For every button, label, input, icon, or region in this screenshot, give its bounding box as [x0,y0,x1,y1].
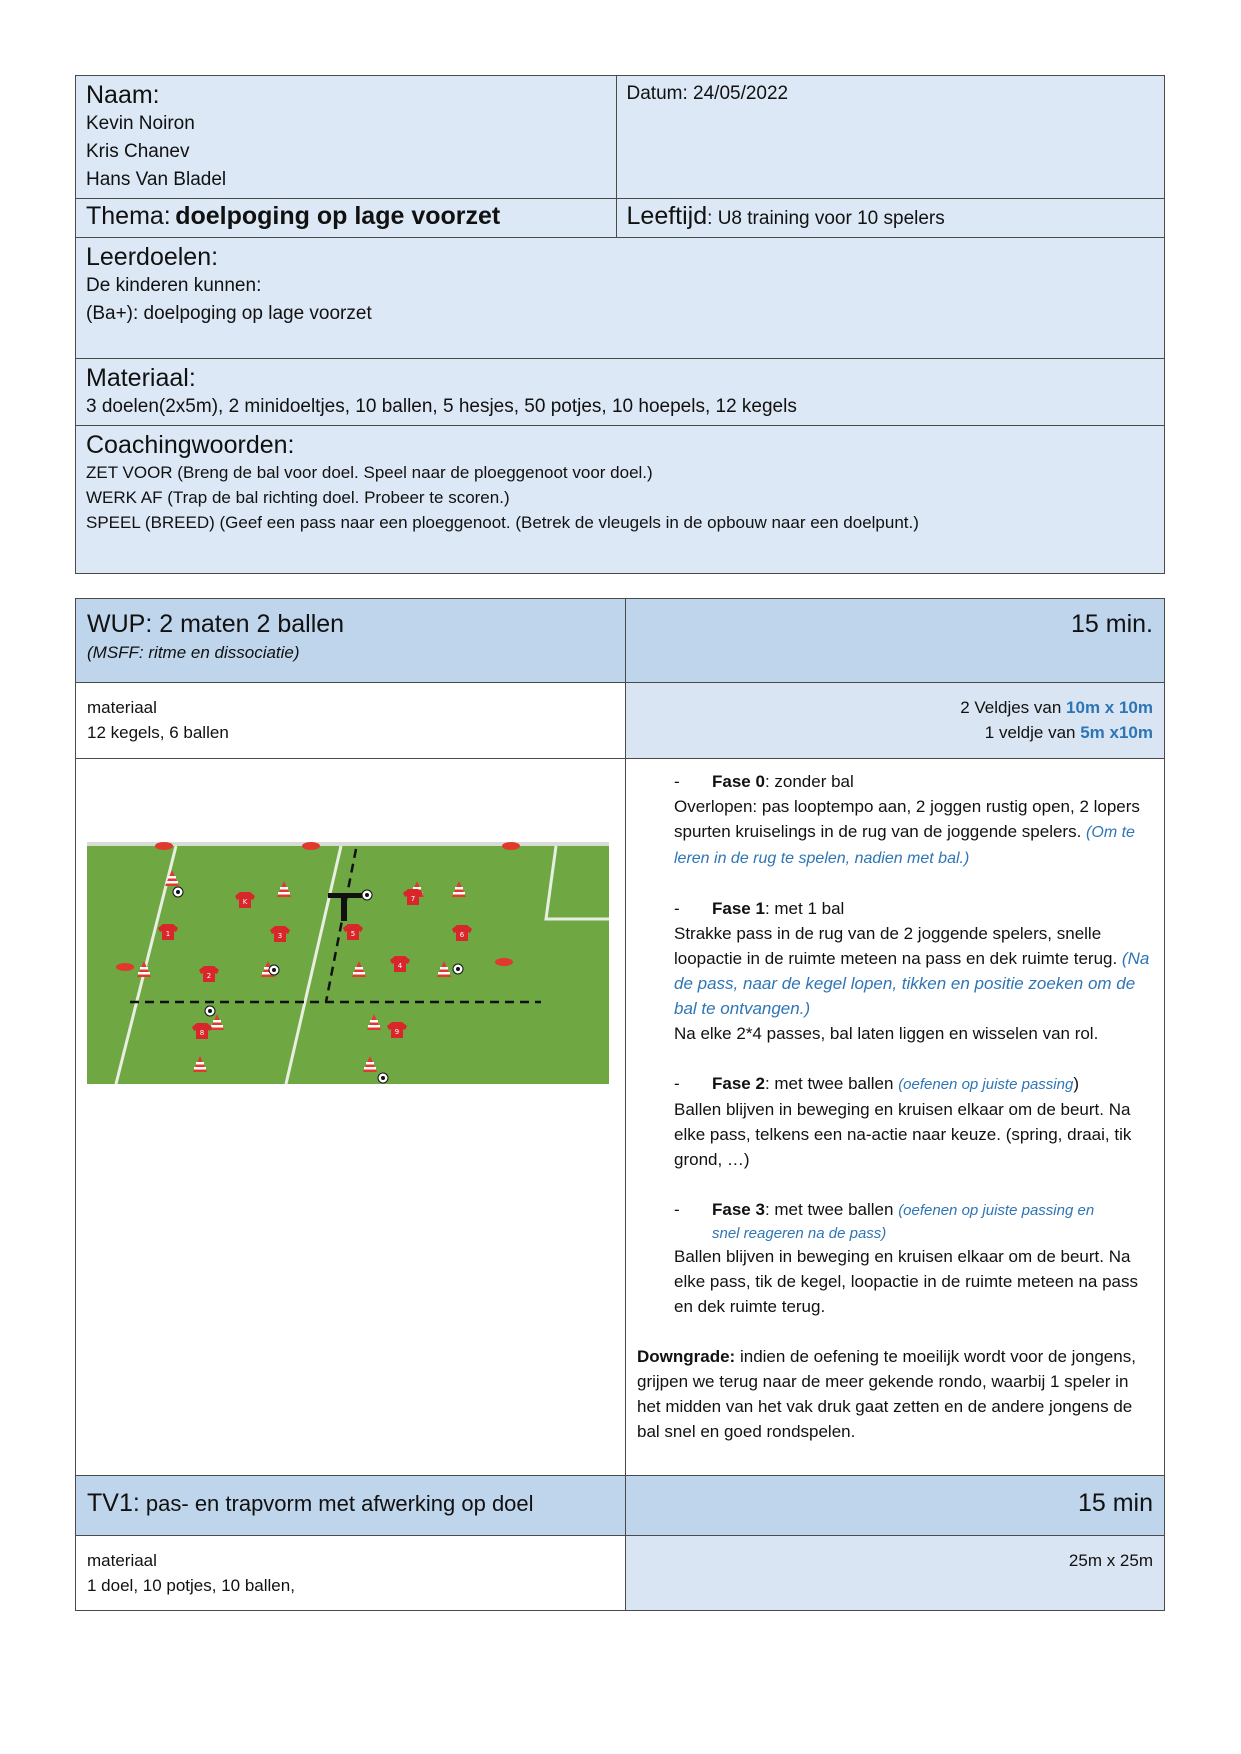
tv1-title-prefix: TV1: [87,1489,140,1517]
marker-disc-icon [302,842,320,850]
ball-icon [173,887,183,897]
ball-icon [362,890,372,900]
fase-0-body: Overlopen: pas looptempo aan, 2 joggen rustig open, 2 lopers spurten kruiselings in de rug van de joggende spelers. [674,797,1140,841]
svg-text:5: 5 [350,930,356,938]
fase-3-dash: - [674,1200,680,1219]
wup-subtitle: (MSFF: ritme en dissociatie) [87,643,300,662]
svg-text:3: 3 [277,932,283,940]
fase-2-note: (oefenen op juiste passing [898,1076,1074,1093]
fase-3-note-2: snel reageren na de pass) [712,1225,887,1242]
leeftijd-label: Leeftijd [626,202,708,230]
date-cell [616,76,1164,199]
lesson-header-table [75,75,1165,574]
name-3: Hans Van Bladel [86,169,227,190]
fase-1-note: (Na de pass, naar de kegel lopen, tikken en positie zoeken om de bal te ontvangen.) [674,949,1150,1018]
fase-1-label: Fase 1 [712,899,765,918]
ball-icon [205,1006,215,1016]
wup-materiaal-cell [76,683,626,759]
exercise-table [75,598,1165,1611]
svg-text:1: 1 [165,930,171,938]
ball-icon [453,964,463,974]
marker-disc-icon [155,842,173,850]
fase-3-text: Ballen blijven in beweging en kruisen elkaar om de beurt. Na elke pass, tik de kegel, loopactie in de ruimte meteen na pass en dek ruimte terug. [674,1247,1138,1316]
leeftijd-value: : U8 training voor 10 spelers [707,208,945,229]
thema-value: doelpoging op lage voorzet [175,202,501,230]
naam-label: Naam: [86,81,160,109]
wup-description-cell [626,759,1165,1476]
leerdoelen-label: Leerdoelen: [86,243,219,271]
fase-1-dash: - [674,899,680,918]
coaching-line-2: WERK AF (Trap de bal richting doel. Probeer te scoren.) [86,488,510,507]
fase-3-note-1: (oefenen op juiste passing en [898,1202,1095,1219]
fase-2-close: ) [1073,1074,1079,1093]
fase-2-label: Fase 2 [712,1074,765,1093]
materiaal-value: 3 doelen(2x5m), 2 minidoeltjes, 10 ballen, 5 hesjes, 50 potjes, 10 hoepels, 12 kegels [86,396,797,417]
field-1-size: 10m x 10m [1066,698,1153,717]
fase-0-note: (Om te leren in de rug te spelen, nadien met bal.) [674,824,1135,867]
svg-text:9: 9 [394,1028,400,1036]
fase-2-text: Ballen blijven in beweging en kruisen elkaar om de beurt. Na elke pass, telkens een na-actie naar keuze. (spring, draai, tik grond, …) [674,1100,1132,1169]
leerdoelen-line-1: De kinderen kunnen: [86,275,262,296]
wup-fields-cell [626,683,1165,759]
grass-field [87,842,609,1084]
coaching-line-3: SPEEL (BREED) (Geef een pass naar een ploeggenoot. (Betrek de vleugels in de opbouw naar een doelpunt.) [86,513,919,532]
coaching-line-1: ZET VOOR (Breng de bal voor doel. Speel naar de ploeggenoot voor doel.) [86,463,653,482]
tv1-duration: 15 min [1077,1489,1153,1517]
fase-0-label: Fase 0 [712,772,765,791]
tv1-materiaal-label: materiaal [87,1551,157,1570]
svg-text:7: 7 [410,895,416,903]
datum-text: Datum: 24/05/2022 [626,83,789,104]
fase-3-heading [674,1197,1153,1223]
ball-icon [269,965,279,975]
fase-0-dash: - [674,772,680,791]
leerdoelen-line-2: (Ba+): doelpoging op lage voorzet [86,303,372,324]
diagram-cell [76,759,626,1476]
tv1-title-cell [76,1476,626,1536]
marker-disc-icon [495,958,513,966]
leeftijd-cell [616,199,1164,238]
svg-text:K: K [242,898,248,906]
materiaal-label: Materiaal: [86,364,196,392]
fase-2-title: : met twee ballen [764,1074,899,1093]
svg-text:2: 2 [206,972,212,980]
wup-duration-cell [626,599,1165,683]
fase-0-block [637,769,1153,1319]
fase-0-text [674,794,1153,871]
coaching-label: Coachingwoorden: [86,431,295,459]
wup-duration: 15 min. [1071,610,1153,638]
marker-disc-icon [116,963,134,971]
exercise-field-diagram [76,759,625,1470]
wup-materiaal-value: 12 kegels, 6 ballen [87,723,229,742]
wup-title-cell [76,599,626,683]
field-2-prefix: 1 veldje van [984,723,1081,742]
fase-0-title: : zonder bal [764,772,854,791]
materiaal-cell [76,359,1165,426]
name-2: Kris Chanev [86,141,190,162]
fase-1-extra: Na elke 2*4 passes, bal laten liggen en wisselen van rol. [674,1024,1099,1043]
field-line-1 [637,695,1153,720]
fase-1-text [674,921,1153,1021]
fase-0-heading [674,769,1153,794]
tv1-materiaal-cell [76,1536,626,1611]
fase-1-title: : met 1 bal [764,899,845,918]
downgrade-text [637,1344,1153,1444]
field-line-2 [637,720,1153,745]
fase-1-heading [674,896,1153,921]
fase-2-dash: - [674,1074,680,1093]
leerdoelen-cell [76,238,1165,359]
svg-text:4: 4 [397,962,403,970]
field-2-size: 5m x10m [1080,723,1153,742]
fase-2-heading [674,1071,1153,1097]
tv1-title-rest: pas- en trapvorm met afwerking op doel [139,1491,534,1516]
wup-materiaal-label: materiaal [87,698,157,717]
names-cell [76,76,617,199]
thema-cell [76,199,617,238]
thema-label: Thema: [86,202,171,230]
wup-title: WUP: 2 maten 2 ballen [87,610,345,638]
downgrade-label: Downgrade: [637,1347,736,1366]
ball-icon [378,1073,388,1083]
svg-text:6: 6 [459,931,465,939]
fase-1-body: Strakke pass in de rug van de 2 joggende spelers, snelle loopactie in de ruimte meteen na pass en dek ruimte terug. [674,924,1122,968]
marker-disc-icon [502,842,520,850]
tv1-materiaal-value: 1 doel, 10 potjes, 10 ballen, [87,1576,295,1595]
downgrade-body: indien de oefening te moeilijk wordt voor de jongens, grijpen we terug naar de meer gekende rondo, waarbij 1 speler in het midden van het vak druk gaat zetten en de andere jongens de bal snel en goed rondspelen. [637,1347,1136,1441]
coaching-cell [76,426,1165,574]
tv1-duration-cell [626,1476,1165,1536]
name-1: Kevin Noiron [86,113,195,134]
tv1-field-size: 25m x 25m [1068,1551,1153,1570]
tv1-field-cell [626,1536,1165,1611]
svg-text:8: 8 [199,1029,205,1037]
fase-3-title: : met twee ballen [764,1200,899,1219]
fase-3-label: Fase 3 [712,1200,765,1219]
field-1-prefix: 2 Veldjes van [960,698,1067,717]
